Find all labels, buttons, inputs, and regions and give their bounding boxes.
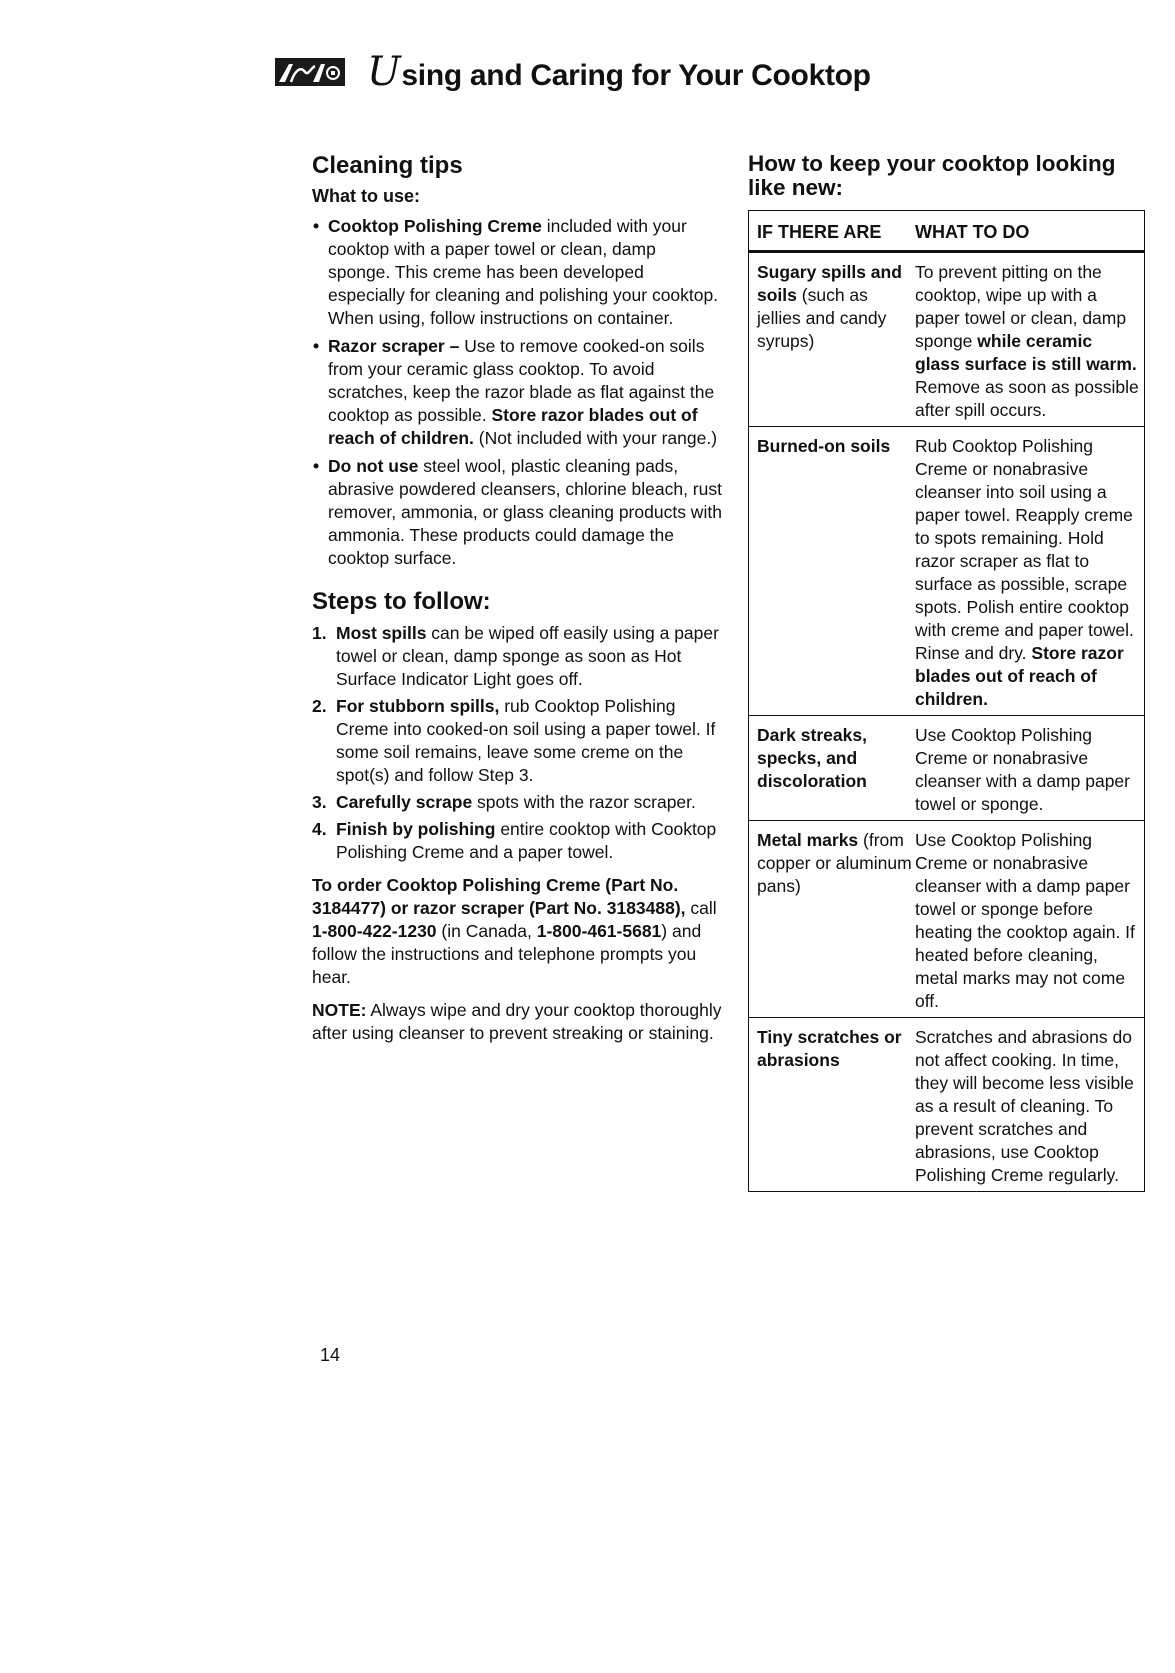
cooktop-care-heading: How to keep your cooktop looking like new:: [748, 151, 1116, 200]
table-row: [749, 426, 1144, 715]
page-number: 14: [320, 1345, 341, 1365]
step-item: 1. Most spills can be wiped off easily using a paper towel or clean, damp sponge as soon as Hot Surface Indicator Light goes off.: [312, 623, 719, 689]
page-title: Using and Caring for Your Cooktop: [367, 48, 871, 95]
step-item: 3. Carefully scrape spots with the razor scraper.: [312, 792, 696, 812]
steps-heading: Steps to follow:: [312, 588, 491, 615]
table-cell: Tiny scratches or abrasions: [757, 1027, 902, 1070]
care-table: [748, 210, 1145, 1192]
steps-list: [312, 622, 722, 864]
right-column: [748, 152, 1148, 1192]
bullet-icon: •: [313, 456, 320, 476]
page-header: [275, 48, 871, 95]
step-item: 2. For stubborn spills, rub Cooktop Polishing Creme into cooked-on soil using a paper towel. If some soil remains, leave some creme on the spot(s) and follow Step 3.: [312, 696, 716, 785]
table-cell: Use Cooktop Polishing Creme or nonabrasive cleanser with a damp paper towel or sponge.: [915, 725, 1130, 814]
table-header: [749, 211, 1144, 252]
bullet-icon: •: [313, 336, 320, 356]
tips-list: [312, 215, 722, 570]
note-paragraph: NOTE: Always wipe and dry your cooktop thoroughly after using cleanser to prevent streaking or staining.: [312, 1000, 722, 1043]
bullet-icon: •: [313, 216, 320, 236]
left-column: [312, 152, 722, 1045]
step-item: 4. Finish by polishing entire cooktop with Cooktop Polishing Creme and a paper towel.: [312, 819, 717, 862]
table-row: [749, 820, 1144, 1017]
cooktop-section-icon: [275, 58, 345, 86]
tip-item: • Do not use steel wool, plastic cleaning pads, abrasive powdered cleansers, chlorine bleach, rust remover, ammonia, or glass cleaning products with ammonia. These products could damage the cooktop surface.: [313, 456, 722, 568]
table-cell: To prevent pitting on the cooktop, wipe up with a paper towel or clean, damp sponge while ceramic glass surface is still warm. Remove as soon as possible after spill occurs.: [915, 262, 1139, 420]
column-header: IF THERE ARE: [757, 222, 882, 242]
table-cell: Rub Cooktop Polishing Creme or nonabrasive cleanser into soil using a paper towel. Reapply creme to spots remaining. Hold razor scraper as flat to surface as possible, scrape spots. Polish entire cooktop with creme and paper towel. Rinse and dry. Store razor blades out of reach of children.: [915, 436, 1134, 709]
table-cell: Metal marks (from copper or aluminum pans): [757, 830, 912, 896]
table-row: [749, 715, 1144, 820]
tip-item: • Cooktop Polishing Creme included with your cooktop with a paper towel or clean, damp sponge. This creme has been developed especially for cleaning and polishing your cooktop. When using, follow instructions on container.: [313, 216, 719, 328]
table-cell: Burned-on soils: [757, 436, 891, 456]
order-paragraph: To order Cooktop Polishing Creme (Part No. 3184477) or razor scraper (Part No. 3183488), call 1-800-422-1230 (in Canada, 1-800-461-5681) and follow the instructions and telephone prompts you hear.: [312, 875, 717, 987]
table-cell: Dark streaks, specks, and discoloration: [757, 725, 867, 791]
what-to-use-subheading: What to use:: [312, 186, 420, 206]
table-cell: Sugary spills and soils (such as jellies and candy syrups): [757, 262, 902, 351]
table-row: [749, 1017, 1144, 1191]
cleaning-tips-heading: Cleaning tips: [312, 152, 463, 179]
tip-item: • Razor scraper – Use to remove cooked-on soils from your ceramic glass cooktop. To avoid scratches, keep the razor blade as flat against the cooktop as possible. Store razor blades out of reach of children. (Not included with your range.): [313, 336, 718, 448]
column-header: WHAT TO DO: [915, 222, 1030, 242]
table-cell: Use Cooktop Polishing Creme or nonabrasive cleanser with a damp paper towel or sponge before heating the cooktop again. If heated before cleaning, metal marks may not come off.: [915, 830, 1135, 1011]
table-cell: Scratches and abrasions do not affect cooking. In time, they will become less visible as a result of cleaning. To prevent scratches and abrasions, use Cooktop Polishing Creme regularly.: [915, 1027, 1134, 1185]
table-row: [749, 252, 1144, 426]
